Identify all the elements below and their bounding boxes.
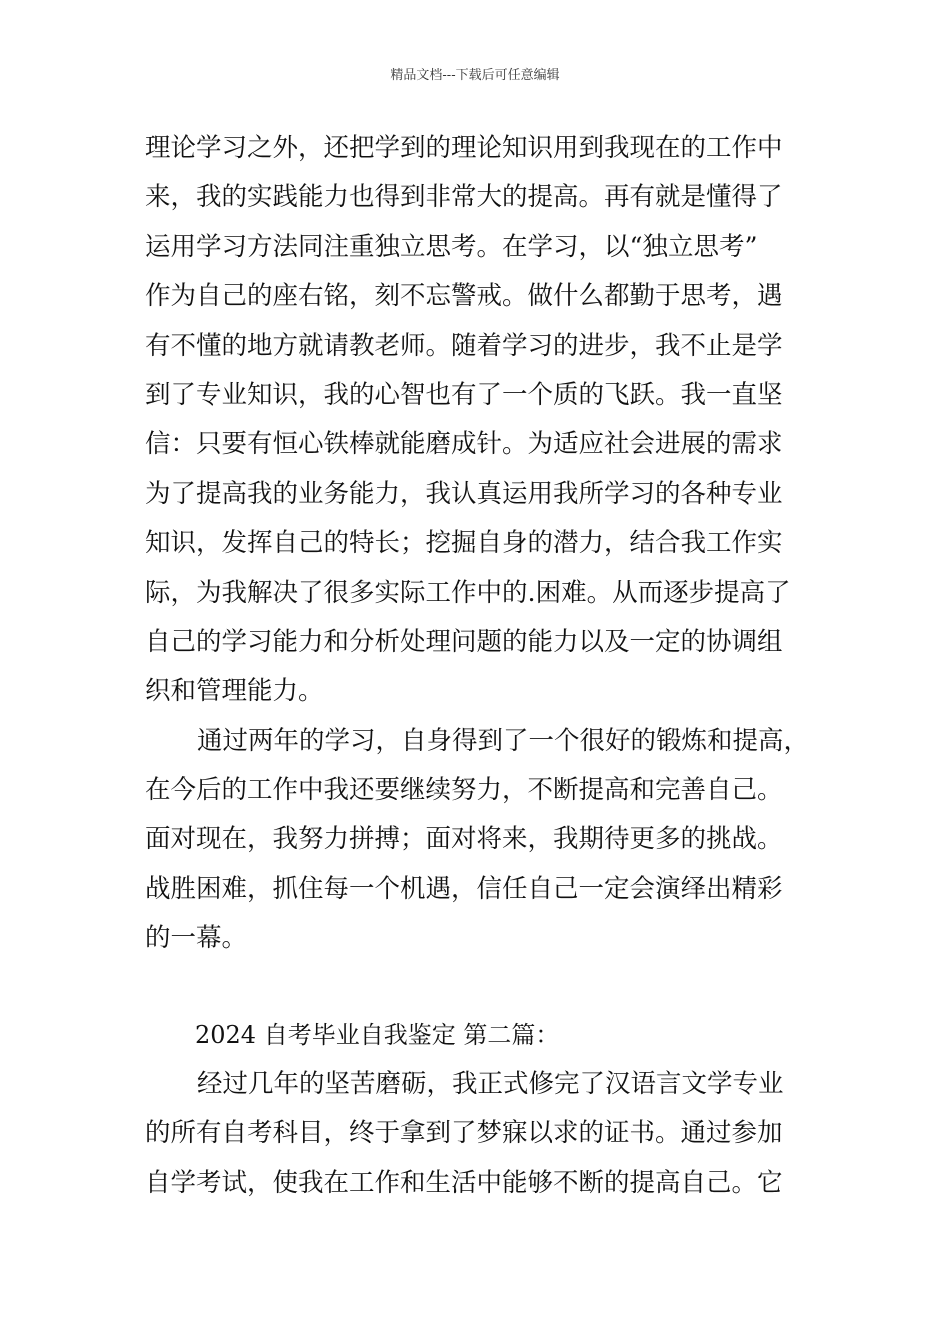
text-line: 信：只要有恒心铁棒就能磨成针。为适应社会进展的需求 — [145, 429, 783, 460]
text-line: 在今后的工作中我还要继续努力，不断提高和完善自己。 — [145, 775, 783, 806]
document-body — [145, 124, 845, 1208]
paragraph-3 — [145, 1060, 845, 1208]
text-line: 自学考试，使我在工作和生活中能够不断的提高自己。它 — [145, 1167, 783, 1198]
text-line: 面对现在，我努力拼搏；面对将来，我期待更多的挑战。 — [145, 824, 783, 855]
text-line: 有不懂的地方就请教老师。随着学习的进步，我不止是学 — [145, 330, 783, 361]
page-header: 精品文档---下载后可任意编辑 — [390, 68, 560, 83]
section-title: 2024 自考毕业自我鉴定 第二篇： — [195, 1020, 560, 1049]
text-line: 际，为我解决了很多实际工作中的.困难。从而逐步提高了 — [145, 577, 791, 608]
text-line: 经过几年的坚苦磨砺，我正式修完了汉语言文学专业 — [197, 1069, 784, 1100]
text-line: 作为自己的座右铭，刻不忘警戒。做什么都勤于思考，遇 — [145, 281, 783, 312]
text-line: 运用学习方法同注重独立思考。在学习，以“独立思考” — [145, 231, 758, 262]
text-line: 的所有自考科目，终于拿到了梦寐以求的证书。通过参加 — [145, 1118, 783, 1149]
text-line: 自己的学习能力和分析处理问题的能力以及一定的协调组 — [145, 626, 783, 657]
paragraph-1 — [145, 124, 845, 717]
text-line: 理论学习之外，还把学到的理论知识用到我现在的工作中 — [145, 133, 783, 163]
section-gap — [145, 964, 845, 1011]
text-line: 为了提高我的业务能力，我认真运用我所学习的各种专业 — [145, 478, 783, 509]
text-line: 知识，发挥自己的特长；挖掘自身的潜力，结合我工作实 — [145, 528, 783, 559]
text-line: 的一幕。 — [145, 923, 248, 954]
text-line: 战胜困难，抓住每一个机遇，信任自己一定会演绎出精彩 — [145, 873, 783, 904]
text-line: 织和管理能力。 — [145, 676, 324, 707]
text-line: 来，我的实践能力也得到非常大的提高。再有就是懂得了 — [145, 182, 783, 213]
text-line: 通过两年的学习，自身得到了一个很好的锻炼和提高， — [197, 725, 810, 756]
paragraph-2 — [145, 717, 845, 964]
text-line: 到了专业知识，我的心智也有了一个质的飞跃。我一直坚 — [145, 379, 783, 410]
